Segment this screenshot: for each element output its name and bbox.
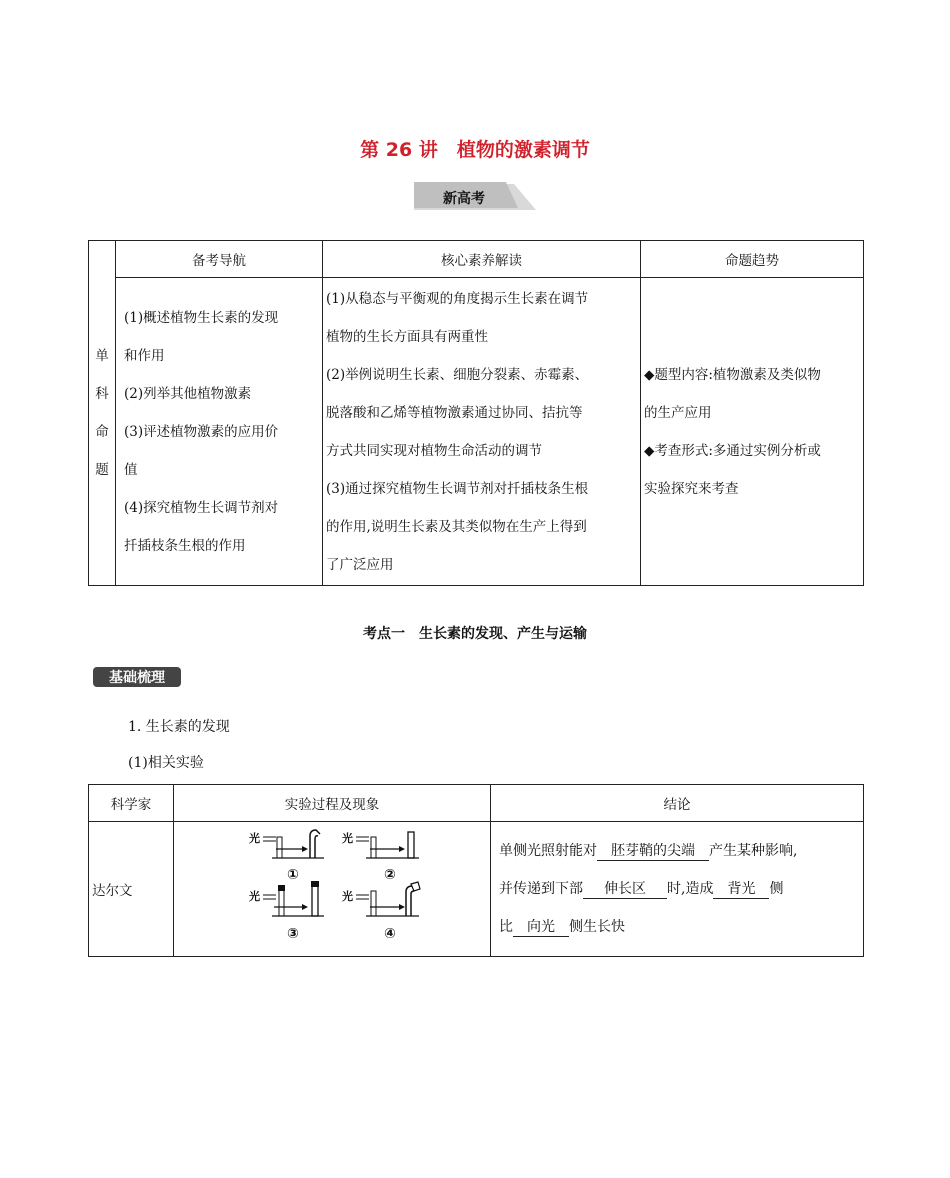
trend-line: 实验探究来考查 [644,480,739,497]
badge-label: 新高考 [443,191,485,207]
header-conclusion: 结论 [491,785,864,822]
overview-body-row [89,278,864,586]
panel-3 [249,881,324,942]
conclusion-text: 产生某种影响, [709,843,798,859]
header-process: 实验过程及现象 [174,785,491,822]
conclusion-text: 侧 [769,881,784,897]
conclusion-cell [491,822,864,957]
light-label: 光 [342,890,353,903]
overview-header-row [89,241,864,278]
header-guide: 备考导航 [116,241,323,278]
heading-experiments: (1)相关实验 [128,755,204,771]
figure-number: ② [384,867,396,883]
conclusion-text: 比 [499,919,513,935]
heading-discovery: 1. 生长素的发现 [128,719,230,735]
trend-cell [641,278,864,586]
basic-review-label: 基础梳理 [109,670,165,686]
guide-line: (3)评述植物激素的应用价 [124,423,279,440]
header-scientist: 科学家 [89,785,174,822]
conclusion-line-3 [499,908,855,946]
experiment-figure-cell [174,822,491,957]
literacy-line: 方式共同实现对植物生命活动的调节 [326,442,542,459]
overview-table [88,240,864,586]
answer-blank: 向光 [513,918,569,937]
guide-line: 扦插枝条生根的作用 [124,537,246,554]
figure-number: ④ [384,926,396,942]
guide-line: (2)列举其他植物激素 [124,385,252,402]
literacy-line: 植物的生长方面具有两重性 [326,328,488,345]
trend-line: ◆题型内容:植物激素及类似物 [644,366,821,383]
literacy-line: (2)举例说明生长素、细胞分裂素、赤霉素、 [326,366,589,383]
side-label-char: 命 [95,424,109,440]
figure-number: ③ [287,926,299,942]
page-title: 第 26 讲 植物的激素调节 [360,139,590,161]
basic-review-badge [92,664,184,690]
darwin-experiment-figure [174,822,491,952]
side-label-cell [89,241,116,586]
guide-line: (1)概述植物生长素的发现 [124,309,279,326]
conclusion-text: 并传递到下部 [499,881,583,897]
side-label-char: 单 [95,348,109,364]
experiment-header-row [89,785,864,822]
trend-line: ◆考查形式:多通过实例分析或 [644,442,821,459]
trend-line: 的生产应用 [644,404,712,421]
literacy-line: (3)通过探究植物生长调节剂对扦插枝条生根 [326,480,589,497]
light-label: 光 [342,832,353,845]
guide-cell [116,278,323,586]
literacy-line: 脱落酸和乙烯等植物激素通过协同、拮抗等 [326,404,583,421]
guide-line: 值 [124,461,138,478]
answer-blank: 胚芽鞘的尖端 [597,842,709,861]
guide-line: (4)探究植物生长调节剂对 [124,499,279,516]
conclusion-text: 时,造成 [667,881,714,897]
header-trend: 命题趋势 [641,241,864,278]
header-literacy: 核心素养解读 [323,241,641,278]
figure-number: ① [287,867,299,883]
literacy-line: 的作用,说明生长素及其类似物在生产上得到 [326,518,587,535]
side-label-char: 题 [95,462,109,478]
answer-blank: 伸长区 [583,880,667,899]
literacy-line: (1)从稳态与平衡观的角度揭示生长素在调节 [326,290,589,307]
light-label: 光 [249,832,260,845]
conclusion-line-2 [499,870,855,908]
section-title: 考点一 生长素的发现、产生与运输 [363,626,587,642]
experiment-table [88,784,864,957]
side-label-char: 科 [95,386,109,402]
scientist-cell: 达尔文 [89,822,174,957]
conclusion-line-1 [499,832,855,870]
conclusion-text: 侧生长快 [569,919,625,935]
guide-line: 和作用 [124,347,165,364]
literacy-cell [323,278,641,586]
light-label: 光 [249,890,260,903]
conclusion-text: 单侧光照射能对 [499,843,597,859]
literacy-line: 了广泛应用 [326,556,394,573]
panel-1 [249,830,324,883]
panel-2 [342,831,419,883]
panel-4 [342,882,420,942]
darwin-row [89,822,864,957]
answer-blank: 背光 [713,880,769,899]
